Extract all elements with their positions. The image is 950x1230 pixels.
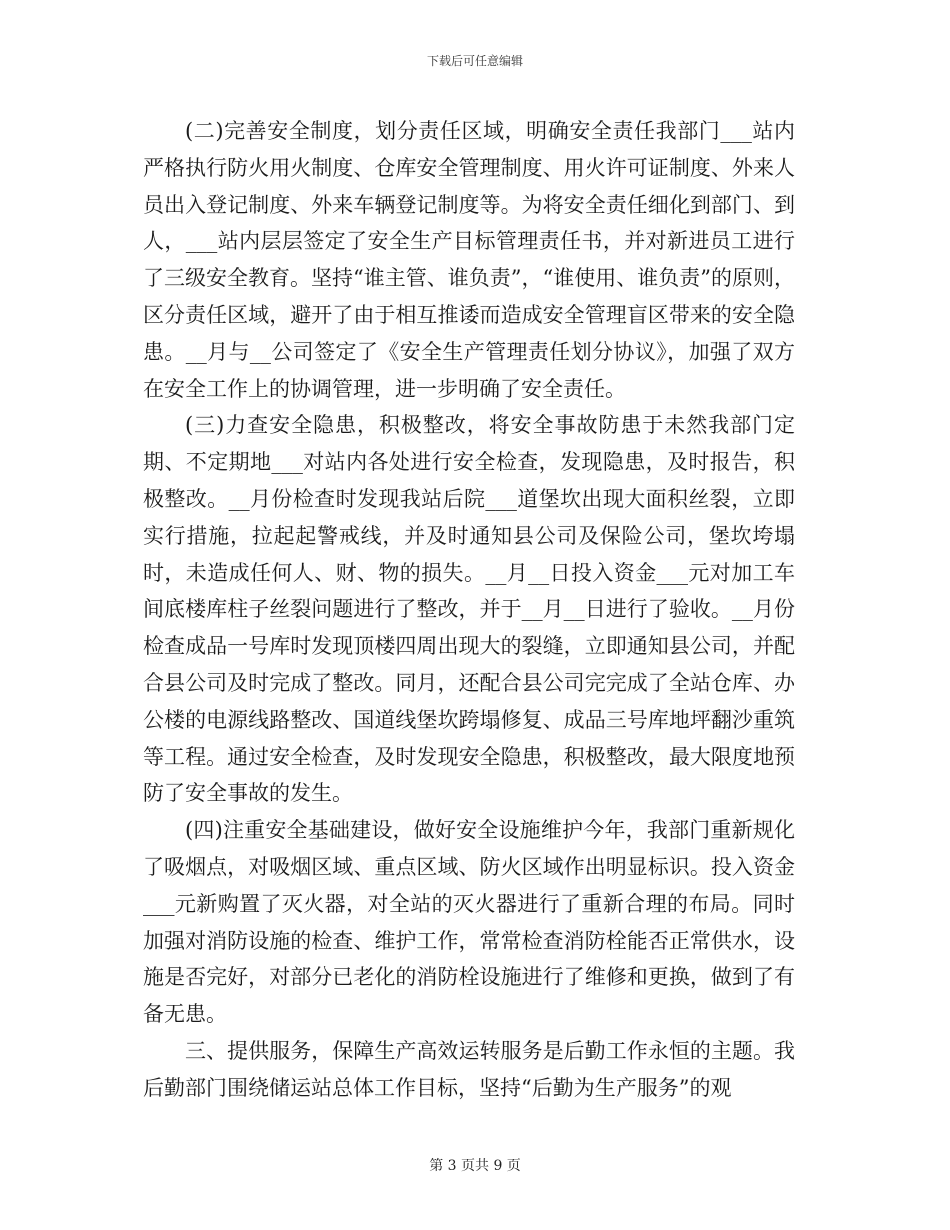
document-body	[143, 113, 795, 1107]
paragraph-safety-system: (二)完善安全制度，划分责任区域，明确安全责任我部门___站内严格执行防火用火制度、仓库安全管理制度、用火许可证制度、外来人员出入登记制度、外来车辆登记制度等。为将安全责任细化到部门、到人，___站内层层签定了安全生产目标管理责任书，并对新进员工进行了三级安全教育。坚持“谁主管、谁负责”，“谁使用、谁负责”的原则，区分责任区域，避开了由于相互推诿而造成安全管理盲区带来的安全隐患。__月与__公司签定了《安全生产管理责任划分协议》，加强了双方在安全工作上的协调管理，进一步明确了安全责任。	[143, 119, 795, 401]
paragraph-facility-maintenance: (四)注重安全基础建设，做好安全设施维护今年，我部门重新规化了吸烟点，对吸烟区域、重点区域、防火区域作出明显标识。投入资金___元新购置了灭火器，对全站的灭火器进行了重新合理的布局。同时加强对消防设施的检查、维护工作，常常检查消防栓能否正常供水，设施是否完好，对部分已老化的消防栓设施进行了维修和更换，做到了有备无患。	[143, 818, 795, 1027]
paragraph-service-section: 三、提供服务，保障生产高效运转服务是后勤工作永恒的主题。我后勤部门围绕储运站总体工作目标，坚持“后勤为生产服务”的观	[143, 1038, 795, 1100]
page-footer: 第 3 页共 9 页	[429, 1158, 521, 1174]
paragraph-hazard-inspection: (三)力查安全隐患，积极整改，将安全事故防患于未然我部门定期、不定期地___对站内各处进行安全检查，发现隐患，及时报告，积极整改。__月份检查时发现我站后院___道堡坎出现大面积丝裂，立即实行措施，拉起起警戒线，并及时通知县公司及保险公司，堡坎垮塌时，未造成任何人、财、物的损失。__月__日投入资金___元对加工车间底楼库柱子丝裂问题进行了整改，并于__月__日进行了验收。__月份检查成品一号库时发现顶楼四周出现大的裂缝，立即通知县公司，并配合县公司及时完成了整改。同月，还配合县公司完完成了全站仓库、办公楼的电源线路整改、国道线堡坎跨塌修复、成品三号库地坪翻沙重筑等工程。通过安全检查，及时发现安全隐患，积极整改，最大限度地预防了安全事故的发生。	[143, 413, 795, 806]
page-header: 下载后可任意编辑	[426, 54, 523, 68]
